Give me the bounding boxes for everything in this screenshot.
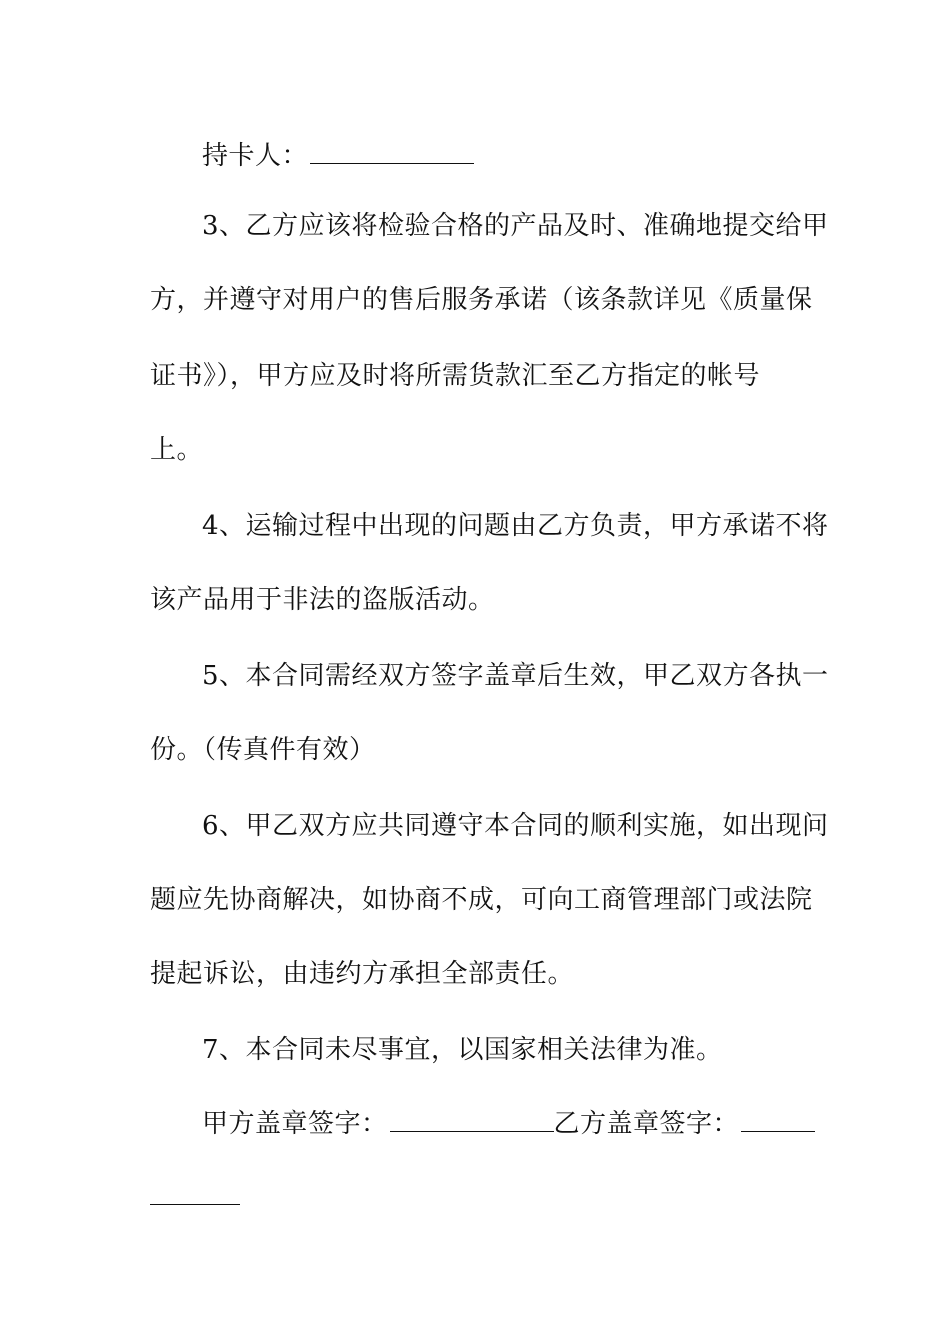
clause-3-line-3: 证书》），甲方应及时将所需货款汇至乙方指定的帐号 — [150, 361, 761, 391]
party-b-signature-blank-continued — [150, 1204, 240, 1205]
clause-7-line-1: 7、本合同未尽事宜，以国家相关法律为准。 — [202, 1035, 723, 1065]
clause-4-line-1: 4、运输过程中出现的问题由乙方负责，甲方承诺不将 — [202, 511, 829, 541]
clause-3-line-1: 3、乙方应该将检验合格的产品及时、准确地提交给甲 — [202, 211, 829, 241]
party-b-signature-blank — [741, 1107, 815, 1132]
card-holder-label: 持卡人： — [202, 141, 309, 171]
signature-line — [202, 1106, 862, 1142]
party-a-signature-label: 甲方盖章签字： — [202, 1109, 388, 1139]
card-holder-blank — [310, 139, 474, 164]
card-holder-line — [202, 138, 862, 174]
clause-6-line-2: 题应先协商解决，如协商不成，可向工商管理部门或法院 — [150, 885, 813, 915]
clause-6-line-1: 6、甲乙双方应共同遵守本合同的顺利实施，如出现问 — [202, 811, 829, 841]
clause-3-line-4: 上。 — [150, 435, 204, 465]
clause-6-line-3: 提起诉讼，由违约方承担全部责任。 — [150, 959, 575, 989]
party-a-signature-blank — [390, 1107, 554, 1132]
clause-4-line-2: 该产品用于非法的盗版活动。 — [150, 585, 495, 615]
clause-5-line-1: 5、本合同需经双方签字盖章后生效，甲乙双方各执一 — [202, 661, 829, 691]
clause-5-line-2: 份。（传真件有效） — [150, 735, 376, 765]
party-b-signature-label: 乙方盖章签字： — [553, 1109, 740, 1139]
clause-3-line-2: 方，并遵守对用户的售后服务承诺（该条款详见《质量保 — [150, 285, 813, 315]
